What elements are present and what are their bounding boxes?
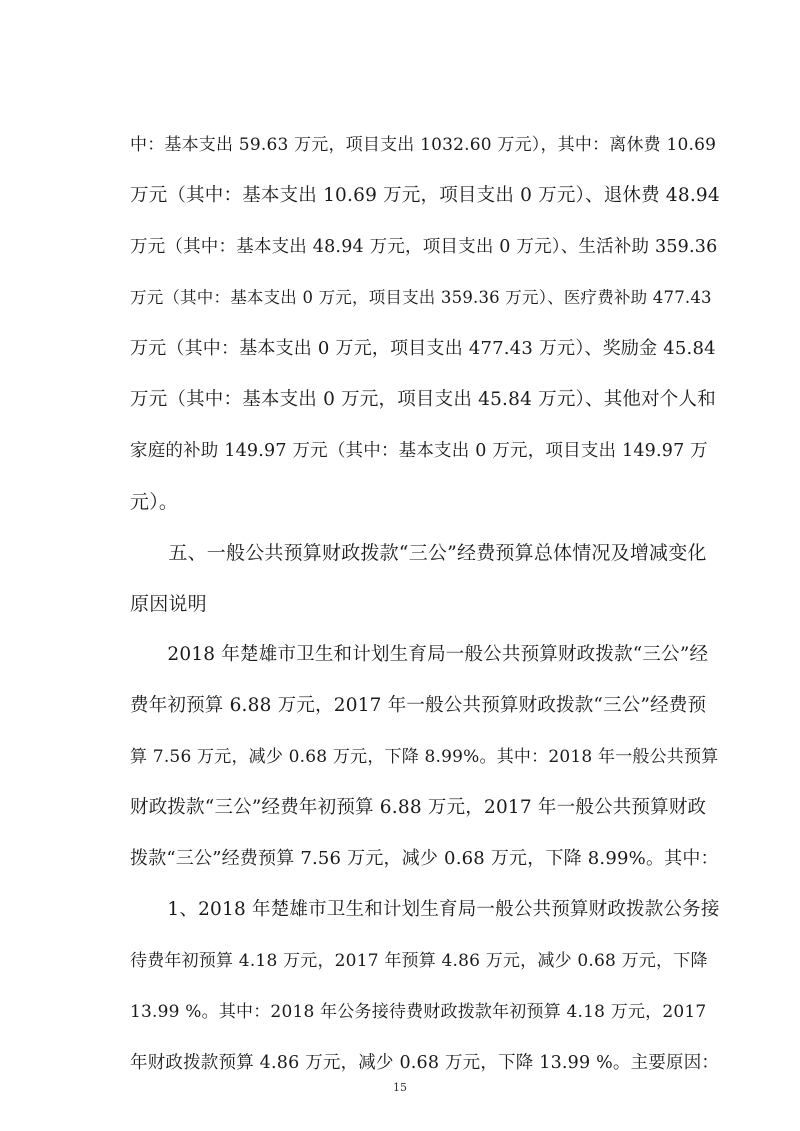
text-line: 财政拨款“三公”经费年初预算 6.88 万元，2017 年一般公共预算财政: [130, 797, 707, 818]
text-line: 年财政拨款预算 4.86 万元，减少 0.68 万元，下降 13.99 %。主要原因：: [130, 1053, 720, 1073]
text-line: 万元（其中：基本支出 48.94 万元，项目支出 0 万元）、生活补助 359.36: [130, 237, 718, 257]
text-line: 13.99 %。其中：2018 年公务接待费财政拨款年初预算 4.18 万元，2017: [130, 1002, 707, 1022]
text-line: 元）。: [130, 491, 179, 513]
section-heading: 原因说明: [130, 593, 207, 615]
page-number: 15: [393, 1081, 407, 1094]
text-line: 万元（其中：基本支出 10.69 万元，项目支出 0 万元）、退休费 48.94: [130, 185, 720, 206]
text-line: 万元（其中：基本支出 0 万元，项目支出 477.43 万元）、奖励金 45.84: [130, 338, 716, 359]
text-line: 1、2018 年楚雄市卫生和计划生育局一般公共预算财政拨款公务接: [130, 899, 720, 920]
text-line: 拨款“三公”经费预算 7.56 万元，减少 0.68 万元，下降 8.99%。其中：: [130, 848, 719, 869]
text-line: 家庭的补助 149.97 万元（其中：基本支出 0 万元，项目支出 149.97 万: [130, 441, 708, 461]
text-line: 费年初预算 6.88 万元，2017 年一般公共预算财政拨款“三公”经费预: [130, 695, 707, 716]
text-line: 待费年初预算 4.18 万元，2017 年预算 4.86 万元，减少 0.68 万元，下降: [130, 951, 708, 971]
text-line: 万元（其中：基本支出 0 万元，项目支出 45.84 万元）、其他对个人和: [130, 389, 716, 410]
text-line: 算 7.56 万元，减少 0.68 万元，下降 8.99%。其中：2018 年一般公共预算: [130, 747, 719, 767]
text-line: 中：基本支出 59.63 万元，项目支出 1032.60 万元），其中：离休费 10.69: [130, 135, 717, 155]
section-heading: 五、一般公共预算财政拨款“三公”经费预算总体情况及增减变化: [130, 542, 707, 564]
text-line: 万元（其中：基本支出 0 万元，项目支出 359.36 万元）、医疗费补助 477.43: [130, 288, 712, 307]
text-line: 2018 年楚雄市卫生和计划生育局一般公共预算财政拨款“三公”经: [130, 644, 709, 665]
